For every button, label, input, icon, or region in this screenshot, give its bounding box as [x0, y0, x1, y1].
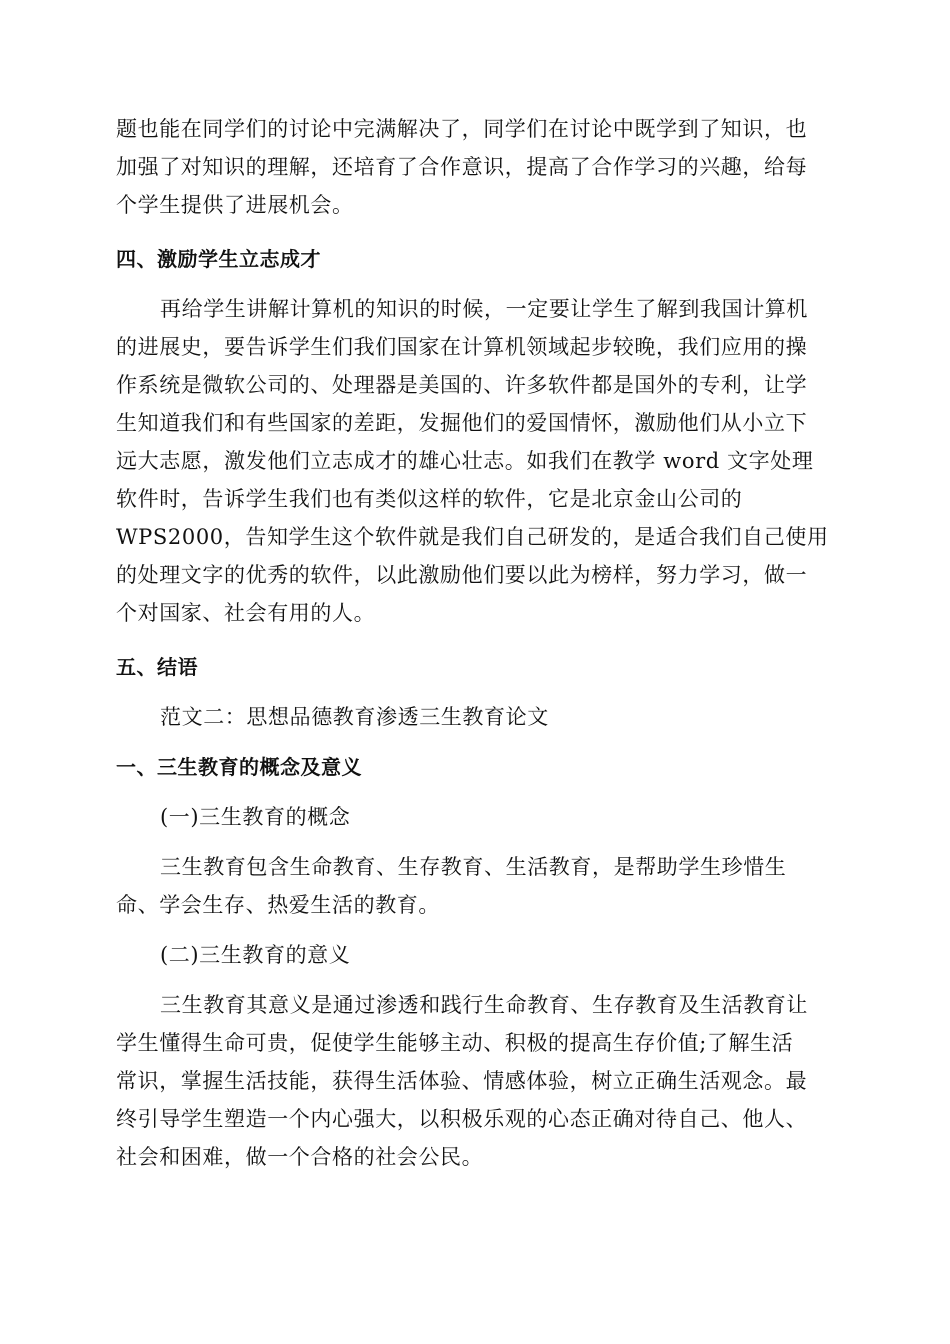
text-line: 终引导学生塑造一个内心强大，以积极乐观的心态正确对待自己、他人、 [116, 1107, 808, 1131]
text-line: 软件时，告诉学生我们也有类似这样的软件，它是北京金山公司的 [116, 487, 743, 511]
paragraph-motivation [116, 290, 838, 632]
text-line: 学生懂得生命可贵，促使学生能够主动、积极的提高生存价值;了解生活 [116, 1031, 794, 1055]
paragraph-meaning [116, 986, 838, 1176]
text-line: 题也能在同学们的讨论中完满解决了，同学们在讨论中既学到了知识，也 [116, 117, 808, 141]
text-line: WPS2000，告知学生这个软件就是我们自己研发的，是适合我们自己使用 [116, 525, 829, 549]
document-page [116, 110, 838, 1176]
section-heading-4: 四、激励学生立志成才 [116, 247, 321, 271]
text-line: 三生教育其意义是通过渗透和践行生命教育、生存教育及生活教育让 [160, 993, 808, 1017]
text-line: 加强了对知识的理解，还培育了合作意识，提高了合作学习的兴趣，给每 [116, 155, 808, 179]
section-heading-5: 五、结语 [116, 655, 198, 679]
paragraph-discussion [116, 110, 838, 224]
text-line: 的处理文字的优秀的软件，以此激励他们要以此为榜样，努力学习，做一 [116, 563, 808, 587]
text-line: 个学生提供了进展机会。 [116, 193, 354, 217]
text-line: 再给学生讲解计算机的知识的时候，一定要让学生了解到我国计算机 [160, 297, 808, 321]
text-line: 远大志愿，激发他们立志成才的雄心壮志。如我们在教学 word 文字处理 [116, 449, 814, 473]
text-line: 的进展史，要告诉学生们我们国家在计算机领域起步较晚，我们应用的操 [116, 335, 808, 359]
text-line: 常识，掌握生活技能，获得生活体验、情感体验，树立正确生活观念。最 [116, 1069, 808, 1093]
text-line: 命、学会生存、热爱生活的教育。 [116, 893, 440, 917]
subheading-meaning: (二)三生教育的意义 [160, 943, 351, 967]
subheading-concept: (一)三生教育的概念 [160, 805, 351, 829]
text-line: 作系统是微软公司的、处理器是美国的、许多软件都是国外的专利，让学 [116, 373, 808, 397]
paragraph-concept [116, 848, 838, 924]
section-heading-1: 一、三生教育的概念及意义 [116, 755, 362, 779]
text-line: 个对国家、社会有用的人。 [116, 601, 376, 625]
text-line: 生知道我们和有些国家的差距，发掘他们的爱国情怀，激励他们从小立下 [116, 411, 808, 435]
text-line: 社会和困难，做一个合格的社会公民。 [116, 1145, 484, 1169]
text-line: 三生教育包含生命教育、生存教育、生活教育，是帮助学生珍惜生 [160, 855, 787, 879]
sample-essay-title: 范文二：思想品德教育渗透三生教育论文 [160, 705, 549, 729]
